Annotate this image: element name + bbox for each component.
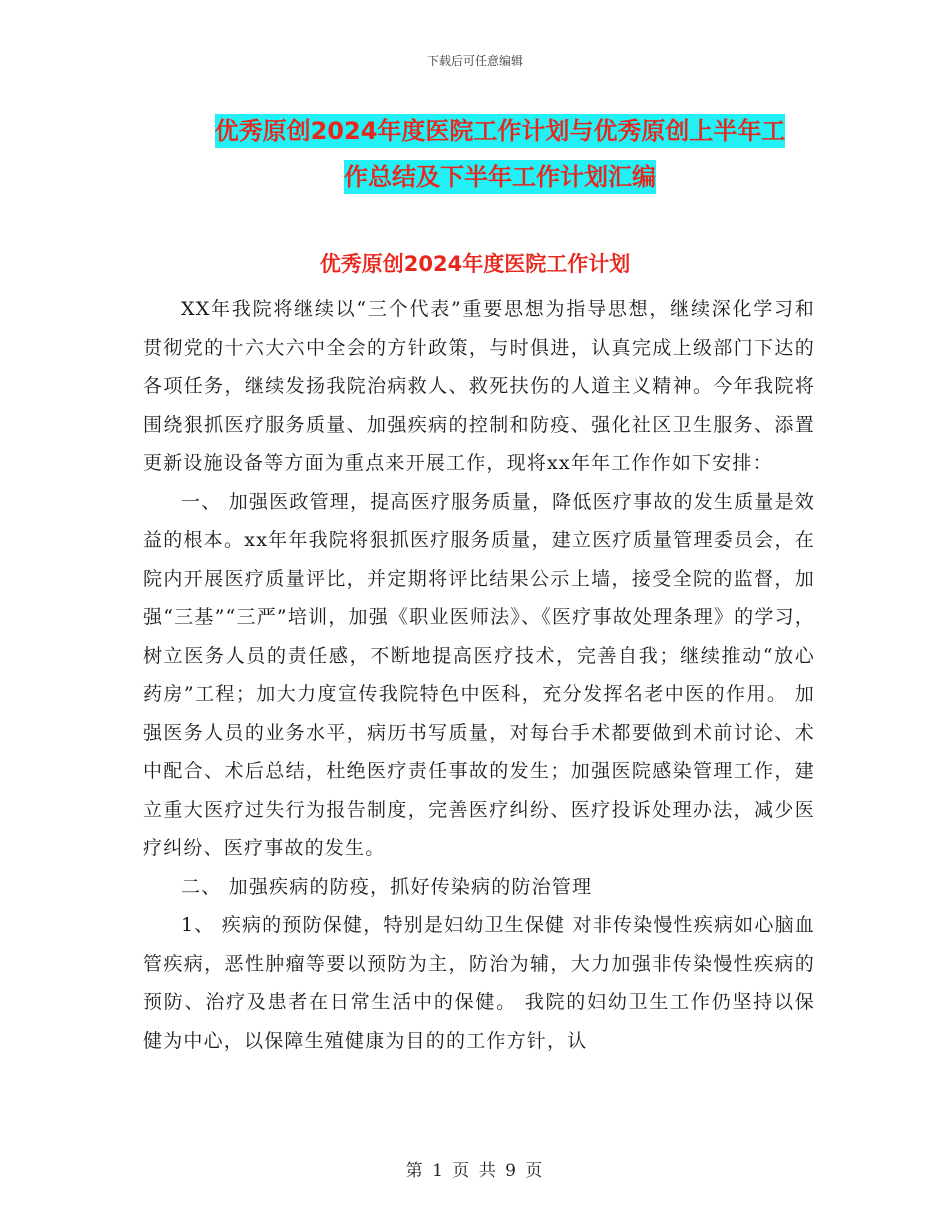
document-title-line-2: 作总结及下半年工作计划汇编 — [344, 160, 656, 194]
document-body — [143, 290, 815, 1060]
header-note: 下载后可任意编辑 — [426, 54, 523, 68]
paragraph-intro: XX年我院将继续以“三个代表”重要思想为指导思想，继续深化学习和贯彻党的十六大六中全会的方针政策，与时俱进，认真完成上级部门下达的各项任务，继续发扬我院治病救人、救死扶伤的人道主义精神。今年我院将围绕狠抓医疗服务质量、加强疾病的控制和防疫、强化社区卫生服务、添置更新设施设备等方面为重点来开展工作，现将xx年年工作作如下安排： — [143, 298, 815, 474]
paragraph-section-1: 一、 加强医政管理，提高医疗服务质量，降低医疗事故的发生质量是效益的根本。xx年年我院将狠抓医疗服务质量，建立医疗质量管理委员会，在院内开展医疗质量评比，并定期将评比结果公示上墙，接受全院的监督，加强“三基”“三严”培训，加强《职业医师法》、《医疗事故处理条理》的学习，树立医务人员的责任感，不断地提高医疗技术，完善自我；继续推动“放心药房”工程；加大力度宣传我院特色中医科，充分发挥名老中医的作用。 加强医务人员的业务水平，病历书写质量，对每台手术都要做到术前讨论、术中配合、术后总结，杜绝医疗责任事故的发生；加强医院感染管理工作，建立重大医疗过失行为报告制度，完善医疗纠纷、医疗投诉处理办法，减少医疗纠纷、医疗事故的发生。 — [143, 490, 815, 859]
paragraph-section-2-item-1: 1、 疾病的预防保健，特别是妇幼卫生保健 对非传染慢性疾病如心脑血管疾病，恶性肿瘤等要以预防为主，防治为辅，大力加强非传染慢性疾病的预防、治疗及患者在日常生活中的保健。 我院的妇幼卫生工作仍坚持以保健为中心，以保障生殖健康为目的的工作方针，认 — [143, 914, 815, 1052]
document-title — [150, 108, 850, 200]
page-number-footer: 第 1 页 共 9 页 — [405, 1161, 545, 1181]
document-title-line-1: 优秀原创2024年度医院工作计划与优秀原创上半年工 — [215, 114, 786, 148]
section-title: 优秀原创2024年度医院工作计划 — [319, 252, 631, 276]
paragraph-section-2-heading: 二、 加强疾病的防疫，抓好传染病的防治管理 — [181, 875, 593, 898]
